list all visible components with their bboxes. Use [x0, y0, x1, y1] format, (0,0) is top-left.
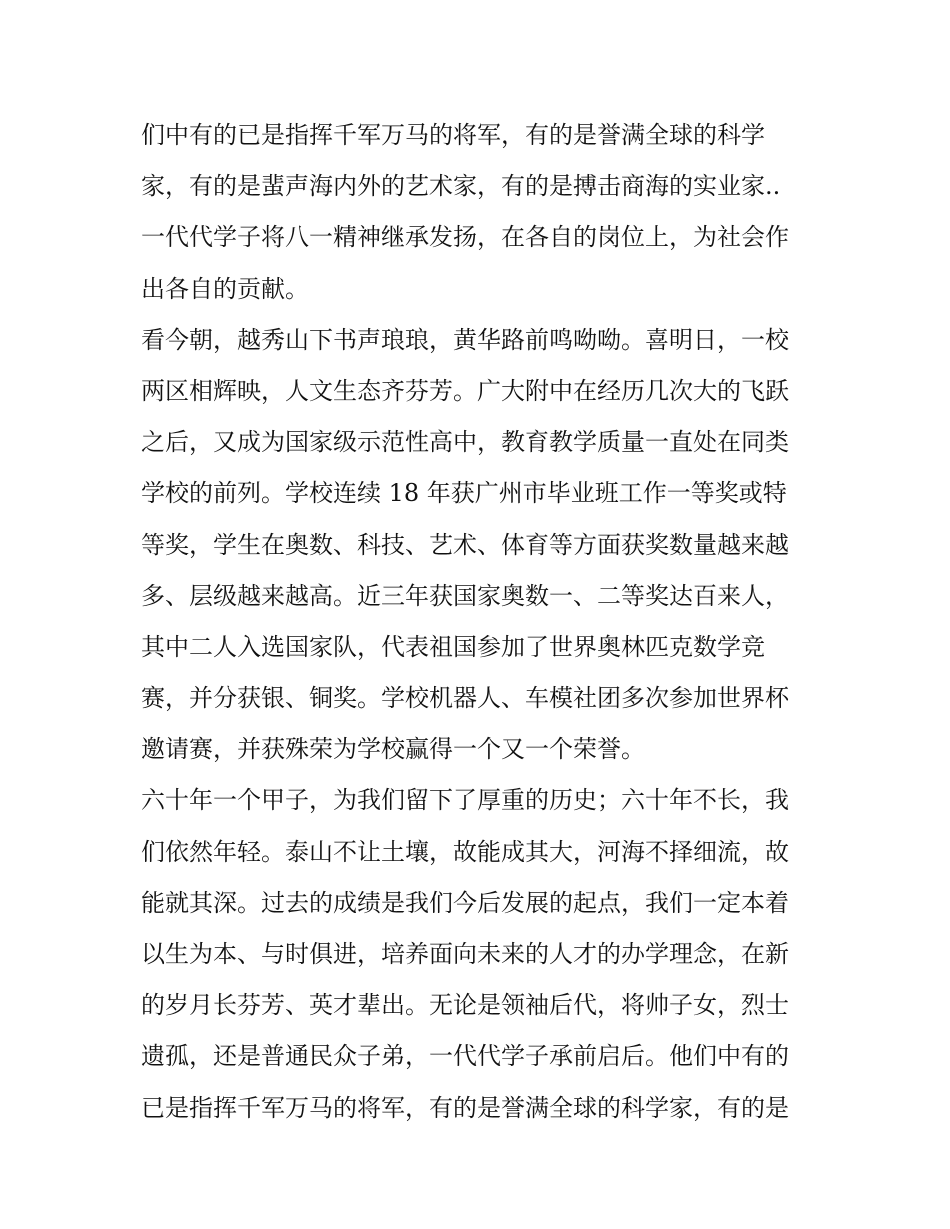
text-line: 的岁月长芬芳、英才辈出。无论是领袖后代，将帅子女，烈士 — [141, 991, 789, 1020]
text-line: 遗孤，还是普通民众子弟，一代代学子承前启后。他们中有的 — [141, 1042, 789, 1071]
text-line: 看今朝，越秀山下书声琅琅，黄华路前鸣呦呦。喜明日，一校 — [141, 325, 789, 354]
text-line: 多、层级越来越高。近三年获国家奥数一、二等奖达百来人， — [141, 581, 789, 610]
text-line: 出各自的贡献。 — [141, 274, 309, 303]
text-line: 家，有的是蜚声海内外的艺术家，有的是搏击商海的实业家.. — [141, 172, 781, 201]
text-line: 六十年一个甲子，为我们留下了厚重的历史；六十年不长，我 — [141, 786, 789, 815]
text-line: 学校的前列。学校连续 18 年获广州市毕业班工作一等奖或特 — [141, 479, 787, 508]
document-body — [141, 110, 831, 1134]
text-line: 其中二人入选国家队，代表祖国参加了世界奥林匹克数学竞 — [141, 632, 765, 661]
text-line: 们依然年轻。泰山不让土壤，故能成其大，河海不择细流，故 — [141, 837, 789, 866]
text-line: 以生为本、与时俱进，培养面向未来的人才的办学理念，在新 — [141, 940, 789, 968]
text-line: 已是指挥千军万马的将军，有的是誉满全球的科学家，有的是 — [141, 1093, 789, 1122]
text-line: 之后，又成为国家级示范性高中，教育教学质量一直处在同类 — [141, 428, 789, 457]
text-line: 两区相辉映，人文生态齐芬芳。广大附中在经历几次大的飞跃 — [141, 376, 789, 405]
text-line: 们中有的已是指挥千军万马的将军，有的是誉满全球的科学 — [141, 121, 765, 149]
text-line: 能就其深。过去的成绩是我们今后发展的起点，我们一定本着 — [141, 888, 789, 917]
text-line: 邀请赛，并获殊荣为学校赢得一个又一个荣誉。 — [141, 735, 645, 764]
text-line: 一代代学子将八一精神继承发扬，在各自的岗位上，为社会作 — [141, 223, 789, 252]
text-line: 赛，并分获银、铜奖。学校机器人、车模社团多次参加世界杯 — [141, 684, 789, 713]
text-line: 等奖，学生在奥数、科技、艺术、体育等方面获奖数量越来越 — [141, 530, 789, 559]
